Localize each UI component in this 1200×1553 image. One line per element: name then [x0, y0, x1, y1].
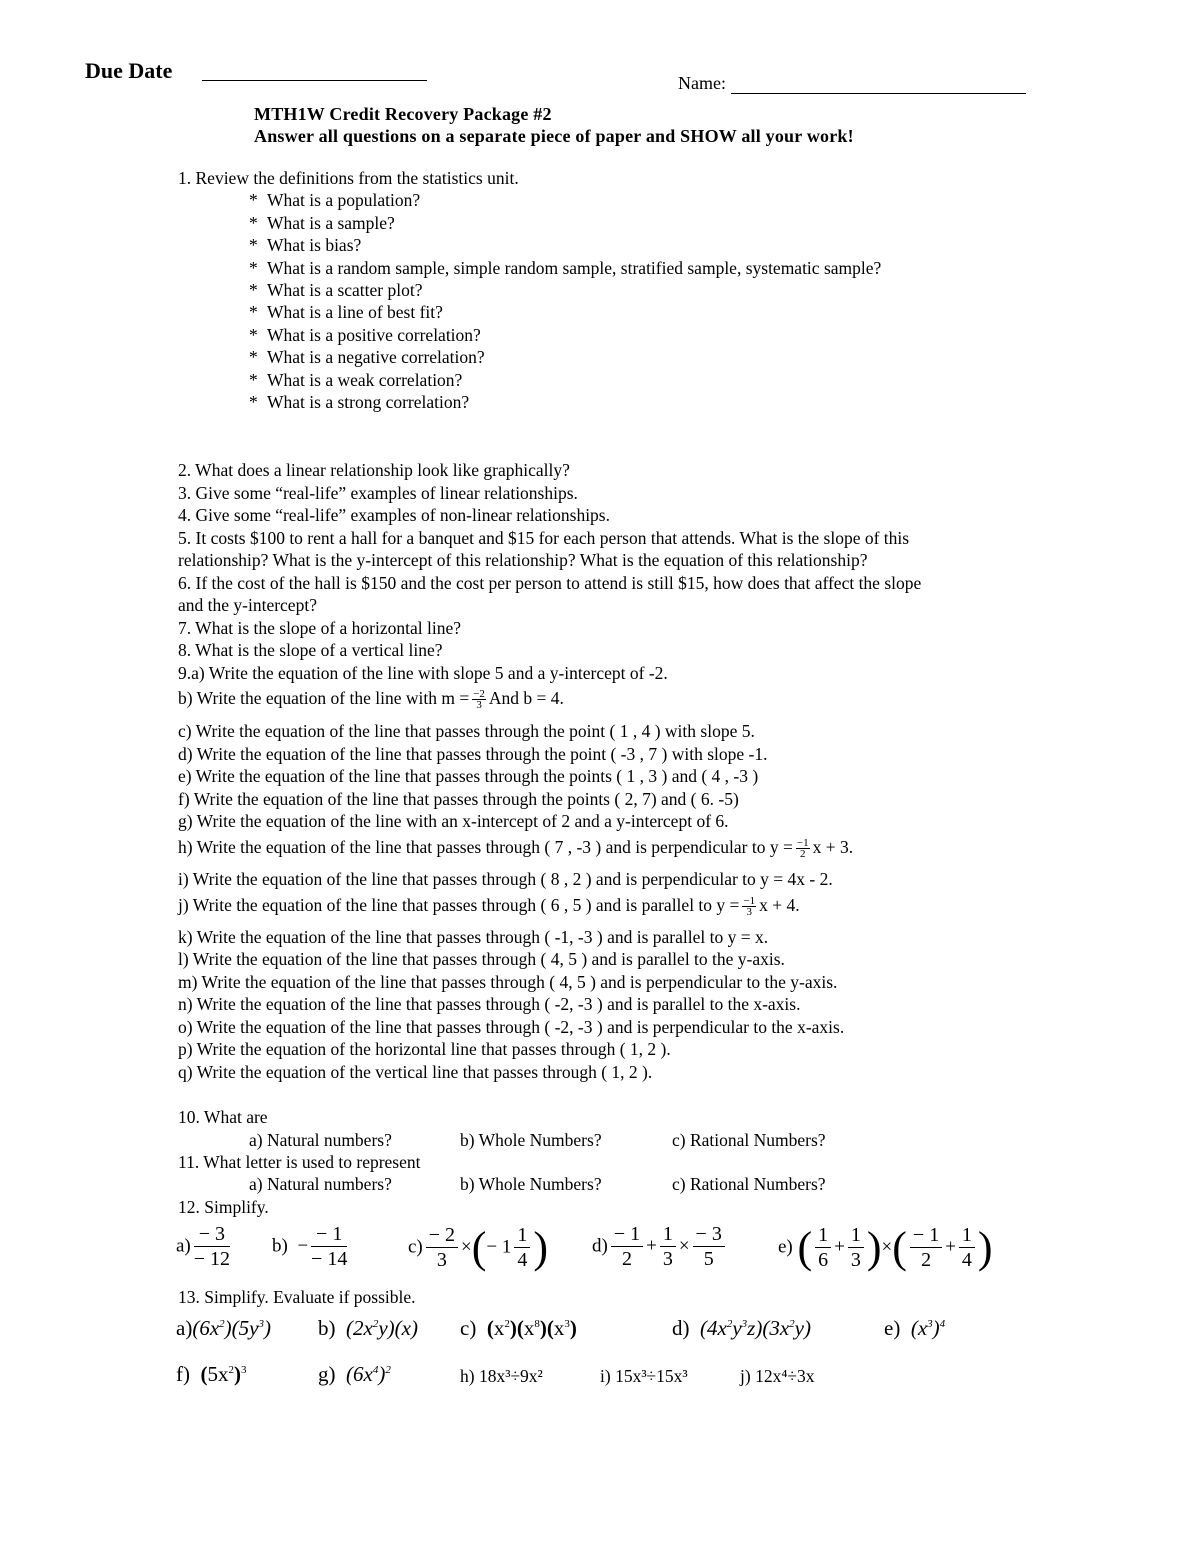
question-11: 11. What letter is used to represent — [178, 1152, 421, 1172]
q12-c: c) $\frac{- 2}{3}$ ×(− 1 $\frac{1}{4}$ ) — [408, 1223, 549, 1272]
q12-b: b) − $\frac{- 1}{- 14}$ — [272, 1223, 348, 1270]
question-9n: n) Write the equation of the line that passes through ( -2, -3 ) and is parallel to the x-axis. — [178, 994, 801, 1014]
q13-i: i) 15x³÷15x³ — [600, 1366, 688, 1386]
question-13: 13. Simplify. Evaluate if possible. — [178, 1287, 416, 1307]
q12-d: d) $\frac{- 1}{2}$ + $\frac{1}{3}$ × $\frac{- 3}{5}$ — [592, 1222, 728, 1271]
due-date-label: Due Date — [85, 58, 173, 83]
q13-e: e) $(x^3)^4$ — [884, 1316, 946, 1340]
question-9g: g) Write the equation of the line with an x-intercept of 2 and a y-intercept of 6. — [178, 811, 729, 831]
list-item: * What is a line of best fit? — [249, 302, 443, 322]
q13-d: d) $(4x^2y^3z)(3x^2y)$ — [672, 1316, 811, 1340]
q13-f: f) $(5x^2)^3$ — [176, 1362, 247, 1386]
question-9d: d) Write the equation of the line that passes through the point ( -3 , 7 ) with slope -1. — [178, 744, 768, 764]
q13-h: h) 18x³÷9x² — [460, 1366, 543, 1386]
question-9c: c) Write the equation of the line that passes through the point ( 1 , 4 ) with slope 5. — [178, 721, 755, 741]
q13-g: g) $(6x^4)^2$ — [318, 1362, 391, 1386]
question-3: 3. Give some “real-life” examples of linear relationships. — [178, 483, 578, 503]
question-9p: p) Write the equation of the horizontal line that passes through ( 1, 2 ). — [178, 1039, 671, 1059]
fraction: $\frac{-1}{3}$ — [743, 895, 756, 919]
list-item: * What is a random sample, simple random sample, stratified sample, systematic sample? — [249, 258, 882, 278]
list-item: * What is a scatter plot? — [249, 280, 423, 300]
question-9e: e) Write the equation of the line that passes through the points ( 1 , 3 ) and ( 4 , -3 ) — [178, 766, 759, 786]
question-10: 10. What are — [178, 1107, 268, 1127]
question-9b: b) Write the equation of the line with m = $\frac{-2}{3}$ And b = 4. — [178, 688, 564, 712]
package-title: MTH1W Credit Recovery Package #2 — [254, 104, 552, 124]
natural-numbers: a) Natural numbers? — [249, 1174, 392, 1194]
question-9j: j) Write the equation of the line that passes through ( 6 , 5 ) and is parallel to y = $\frac{-1}{3}$ x + 4. — [178, 895, 800, 919]
question-1: 1. Review the definitions from the statistics unit. — [178, 168, 519, 188]
q13-c: c) $(x^2)(x^8)(x^3)$ — [460, 1316, 577, 1340]
q12-a: a) $\frac{- 3}{- 12}$ — [176, 1223, 231, 1270]
list-item: * What is a positive correlation? — [249, 325, 481, 345]
list-item: * What is a negative correlation? — [249, 347, 485, 367]
natural-numbers: a) Natural numbers? — [249, 1130, 392, 1150]
question-9i: i) Write the equation of the line that passes through ( 8 , 2 ) and is perpendicular to y = 4x - 2. — [178, 869, 833, 889]
question-8: 8. What is the slope of a vertical line? — [178, 640, 443, 660]
question-9m: m) Write the equation of the line that passes through ( 4, 5 ) and is perpendicular to the y-axis. — [178, 972, 838, 992]
question-9k: k) Write the equation of the line that passes through ( -1, -3 ) and is parallel to y = x. — [178, 927, 769, 947]
question-5-line-1: 5. It costs $100 to rent a hall for a banquet and $15 for each person that attends. What is the slope of this — [178, 528, 910, 548]
whole-numbers: b) Whole Numbers? — [460, 1174, 602, 1194]
list-item: * What is a strong correlation? — [249, 392, 470, 412]
question-5-line-2: relationship? What is the y-intercept of this relationship? What is the equation of this relationship? — [178, 550, 868, 570]
question-9q: q) Write the equation of the vertical line that passes through ( 1, 2 ). — [178, 1062, 653, 1082]
question-2: 2. What does a linear relationship look like graphically? — [178, 460, 570, 480]
question-6-line-2: and the y-intercept? — [178, 595, 317, 615]
name-label: Name: — [678, 73, 726, 93]
fraction: $\frac{-2}{3}$ — [473, 688, 485, 712]
question-9h: h) Write the equation of the line that passes through ( 7 , -3 ) and is perpendicular to y = $\frac{-1}{2}$ x + 3. — [178, 837, 854, 861]
rational-numbers: c) Rational Numbers? — [672, 1130, 826, 1150]
whole-numbers: b) Whole Numbers? — [460, 1130, 602, 1150]
fraction: $\frac{-1}{2}$ — [796, 837, 809, 861]
list-item: * What is bias? — [249, 235, 362, 255]
question-9f: f) Write the equation of the line that passes through the points ( 2, 7) and ( 6. -5) — [178, 789, 739, 809]
q13-a: $a)(6x^2)(5y^3)$ — [176, 1316, 271, 1340]
list-item: * What is a population? — [249, 190, 421, 210]
package-instructions: Answer all questions on a separate piece of paper and SHOW all your work! — [254, 126, 854, 146]
q13-j: j) 12x⁴÷3x — [740, 1366, 815, 1386]
q13-b: b) $(2x^2y)(x)$ — [318, 1316, 418, 1340]
question-7: 7. What is the slope of a horizontal line? — [178, 618, 461, 638]
question-9a: 9.a) Write the equation of the line with slope 5 and a y-intercept of -2. — [178, 663, 668, 683]
question-6-line-1: 6. If the cost of the hall is $150 and the cost per person to attend is still $15, how does that affect the slope — [178, 573, 922, 593]
question-9o: o) Write the equation of the line that passes through ( -2, -3 ) and is perpendicular to the x-axis. — [178, 1017, 845, 1037]
question-12: 12. Simplify. — [178, 1197, 269, 1217]
name-line — [731, 93, 1026, 94]
rational-numbers: c) Rational Numbers? — [672, 1174, 826, 1194]
list-item: * What is a sample? — [249, 213, 395, 233]
question-4: 4. Give some “real-life” examples of non-linear relationships. — [178, 505, 610, 525]
due-date-line — [202, 80, 427, 81]
list-item: * What is a weak correlation? — [249, 370, 463, 390]
q12-e: e) ( $\frac{1}{6}$ + $\frac{1}{3}$ )×( $\frac{- 1}{2}$ + $\frac{1}{4}$ ) — [778, 1223, 993, 1272]
question-9l: l) Write the equation of the line that passes through ( 4, 5 ) and is parallel to the y-axis. — [178, 949, 785, 969]
